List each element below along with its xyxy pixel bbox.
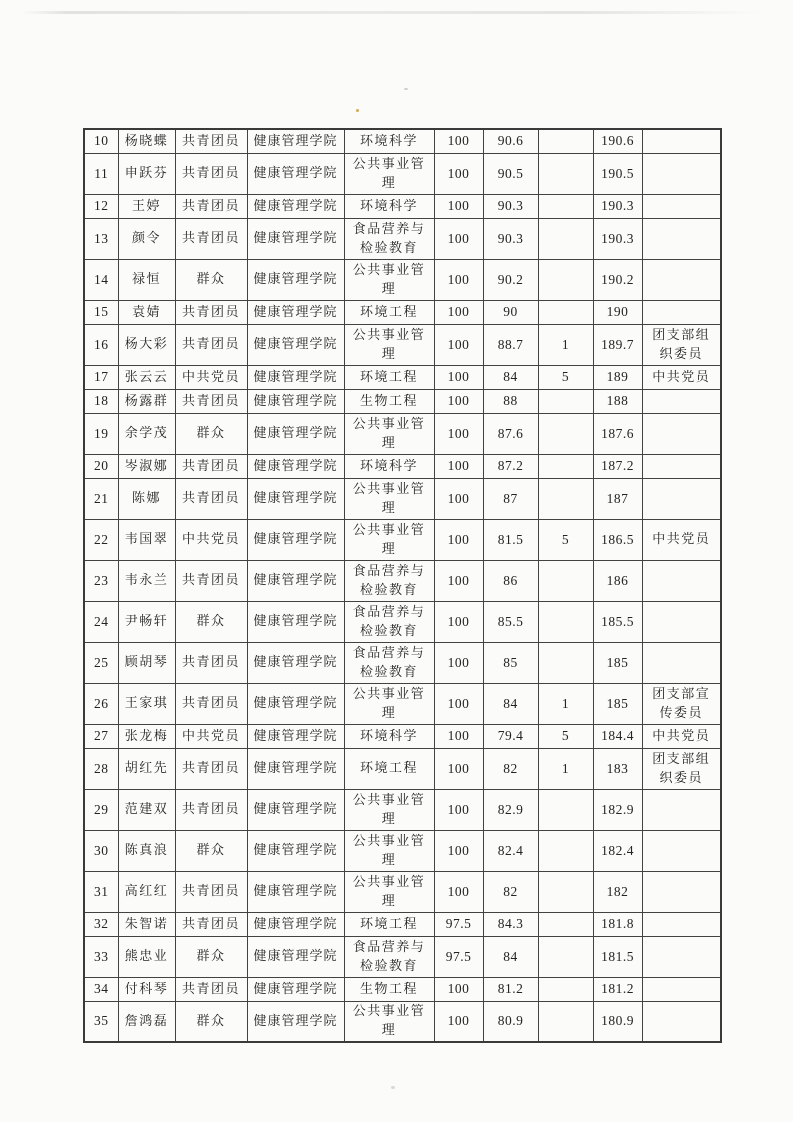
cell-name: 袁婧 xyxy=(118,300,175,324)
table-row xyxy=(84,413,721,454)
cell-political: 共青团员 xyxy=(175,194,247,218)
cell-total: 186 xyxy=(593,560,642,601)
table-row xyxy=(84,748,721,789)
cell-remark xyxy=(642,478,721,519)
cell-political: 共青团员 xyxy=(175,977,247,1001)
table-row xyxy=(84,478,721,519)
cell-total: 185 xyxy=(593,683,642,724)
cell-score2: 88.7 xyxy=(483,324,538,365)
scan-speck-orange xyxy=(356,109,359,112)
cell-political: 共青团员 xyxy=(175,324,247,365)
cell-no: 34 xyxy=(84,977,118,1001)
cell-score1: 100 xyxy=(434,454,483,478)
cell-political: 中共党员 xyxy=(175,365,247,389)
cell-college: 健康管理学院 xyxy=(247,912,344,936)
cell-total: 189 xyxy=(593,365,642,389)
table-row xyxy=(84,560,721,601)
table-row xyxy=(84,194,721,218)
cell-score1: 100 xyxy=(434,365,483,389)
cell-bonus xyxy=(538,129,593,153)
cell-no: 27 xyxy=(84,724,118,748)
cell-political: 共青团员 xyxy=(175,560,247,601)
cell-no: 12 xyxy=(84,194,118,218)
cell-no: 21 xyxy=(84,478,118,519)
cell-remark xyxy=(642,153,721,194)
cell-remark xyxy=(642,413,721,454)
cell-major: 公共事业管理 xyxy=(344,153,434,194)
cell-college: 健康管理学院 xyxy=(247,259,344,300)
cell-name: 余学茂 xyxy=(118,413,175,454)
cell-bonus: 5 xyxy=(538,365,593,389)
cell-no: 10 xyxy=(84,129,118,153)
cell-total: 190.5 xyxy=(593,153,642,194)
cell-bonus xyxy=(538,218,593,259)
cell-remark xyxy=(642,977,721,1001)
cell-score1: 97.5 xyxy=(434,936,483,977)
cell-bonus xyxy=(538,454,593,478)
cell-total: 189.7 xyxy=(593,324,642,365)
cell-name: 胡红先 xyxy=(118,748,175,789)
table-row xyxy=(84,129,721,153)
cell-major: 环境科学 xyxy=(344,454,434,478)
cell-score2: 84 xyxy=(483,365,538,389)
cell-total: 190.2 xyxy=(593,259,642,300)
table-row xyxy=(84,365,721,389)
score-table-body xyxy=(84,129,721,1042)
cell-name: 韦国翠 xyxy=(118,519,175,560)
cell-remark xyxy=(642,871,721,912)
cell-college: 健康管理学院 xyxy=(247,642,344,683)
cell-no: 11 xyxy=(84,153,118,194)
cell-major: 食品营养与检验教育 xyxy=(344,218,434,259)
cell-score2: 90.3 xyxy=(483,218,538,259)
cell-remark: 中共党员 xyxy=(642,365,721,389)
cell-bonus xyxy=(538,1001,593,1042)
cell-remark: 中共党员 xyxy=(642,724,721,748)
cell-no: 23 xyxy=(84,560,118,601)
cell-remark xyxy=(642,300,721,324)
cell-college: 健康管理学院 xyxy=(247,519,344,560)
cell-score2: 86 xyxy=(483,560,538,601)
table-row xyxy=(84,724,721,748)
cell-college: 健康管理学院 xyxy=(247,153,344,194)
cell-major: 环境科学 xyxy=(344,194,434,218)
cell-score1: 100 xyxy=(434,389,483,413)
cell-remark: 团支部宣传委员 xyxy=(642,683,721,724)
cell-major: 公共事业管理 xyxy=(344,789,434,830)
cell-political: 共青团员 xyxy=(175,389,247,413)
table-row xyxy=(84,912,721,936)
cell-major: 公共事业管理 xyxy=(344,830,434,871)
table-row xyxy=(84,259,721,300)
table-row xyxy=(84,300,721,324)
cell-political: 共青团员 xyxy=(175,454,247,478)
cell-major: 环境科学 xyxy=(344,724,434,748)
cell-bonus xyxy=(538,194,593,218)
table-row xyxy=(84,519,721,560)
cell-major: 生物工程 xyxy=(344,389,434,413)
cell-major: 环境工程 xyxy=(344,300,434,324)
cell-score1: 100 xyxy=(434,324,483,365)
table-row xyxy=(84,601,721,642)
table-row xyxy=(84,830,721,871)
cell-major: 公共事业管理 xyxy=(344,259,434,300)
cell-name: 颜令 xyxy=(118,218,175,259)
cell-name: 熊忠业 xyxy=(118,936,175,977)
cell-score1: 100 xyxy=(434,601,483,642)
cell-bonus xyxy=(538,936,593,977)
table-row xyxy=(84,683,721,724)
cell-remark: 团支部组织委员 xyxy=(642,748,721,789)
cell-political: 共青团员 xyxy=(175,912,247,936)
cell-bonus xyxy=(538,977,593,1001)
cell-college: 健康管理学院 xyxy=(247,218,344,259)
cell-score2: 90.6 xyxy=(483,129,538,153)
cell-bonus xyxy=(538,601,593,642)
cell-remark: 中共党员 xyxy=(642,519,721,560)
scan-speck-gray xyxy=(391,1086,395,1089)
cell-no: 31 xyxy=(84,871,118,912)
cell-major: 生物工程 xyxy=(344,977,434,1001)
cell-score1: 100 xyxy=(434,560,483,601)
cell-no: 26 xyxy=(84,683,118,724)
cell-college: 健康管理学院 xyxy=(247,129,344,153)
table-row xyxy=(84,454,721,478)
table-row xyxy=(84,218,721,259)
cell-total: 180.9 xyxy=(593,1001,642,1042)
cell-bonus xyxy=(538,830,593,871)
cell-college: 健康管理学院 xyxy=(247,560,344,601)
cell-college: 健康管理学院 xyxy=(247,830,344,871)
table-row xyxy=(84,871,721,912)
cell-total: 187.2 xyxy=(593,454,642,478)
scan-speck-gray xyxy=(404,88,408,90)
cell-score1: 100 xyxy=(434,789,483,830)
cell-college: 健康管理学院 xyxy=(247,871,344,912)
table-row xyxy=(84,789,721,830)
cell-major: 食品营养与检验教育 xyxy=(344,936,434,977)
cell-political: 共青团员 xyxy=(175,218,247,259)
cell-major: 公共事业管理 xyxy=(344,1001,434,1042)
cell-no: 30 xyxy=(84,830,118,871)
cell-no: 25 xyxy=(84,642,118,683)
cell-score2: 90.2 xyxy=(483,259,538,300)
cell-political: 共青团员 xyxy=(175,871,247,912)
cell-score1: 97.5 xyxy=(434,912,483,936)
cell-total: 182 xyxy=(593,871,642,912)
cell-score1: 100 xyxy=(434,413,483,454)
cell-name: 顾胡琴 xyxy=(118,642,175,683)
cell-college: 健康管理学院 xyxy=(247,324,344,365)
cell-total: 187.6 xyxy=(593,413,642,454)
cell-no: 29 xyxy=(84,789,118,830)
cell-bonus xyxy=(538,478,593,519)
cell-score2: 87 xyxy=(483,478,538,519)
cell-bonus xyxy=(538,413,593,454)
student-score-table xyxy=(83,128,722,1043)
cell-score1: 100 xyxy=(434,642,483,683)
cell-total: 186.5 xyxy=(593,519,642,560)
cell-score1: 100 xyxy=(434,977,483,1001)
cell-total: 185 xyxy=(593,642,642,683)
table-row xyxy=(84,389,721,413)
cell-score2: 84 xyxy=(483,936,538,977)
cell-bonus xyxy=(538,153,593,194)
cell-political: 共青团员 xyxy=(175,789,247,830)
cell-bonus: 1 xyxy=(538,324,593,365)
cell-name: 王家琪 xyxy=(118,683,175,724)
cell-remark xyxy=(642,936,721,977)
cell-score2: 85.5 xyxy=(483,601,538,642)
cell-name: 詹鸿磊 xyxy=(118,1001,175,1042)
cell-remark xyxy=(642,560,721,601)
cell-political: 共青团员 xyxy=(175,748,247,789)
cell-bonus: 5 xyxy=(538,519,593,560)
cell-major: 公共事业管理 xyxy=(344,478,434,519)
cell-name: 申跃芬 xyxy=(118,153,175,194)
cell-political: 共青团员 xyxy=(175,153,247,194)
cell-college: 健康管理学院 xyxy=(247,194,344,218)
cell-name: 陈娜 xyxy=(118,478,175,519)
cell-college: 健康管理学院 xyxy=(247,683,344,724)
cell-total: 190.3 xyxy=(593,218,642,259)
cell-no: 20 xyxy=(84,454,118,478)
cell-total: 181.5 xyxy=(593,936,642,977)
cell-political: 共青团员 xyxy=(175,129,247,153)
table-row xyxy=(84,1001,721,1042)
cell-political: 共青团员 xyxy=(175,300,247,324)
cell-name: 张云云 xyxy=(118,365,175,389)
cell-remark xyxy=(642,601,721,642)
cell-score2: 82.9 xyxy=(483,789,538,830)
cell-college: 健康管理学院 xyxy=(247,413,344,454)
cell-score1: 100 xyxy=(434,748,483,789)
cell-remark xyxy=(642,1001,721,1042)
cell-name: 付科琴 xyxy=(118,977,175,1001)
cell-name: 陈真浪 xyxy=(118,830,175,871)
cell-remark xyxy=(642,454,721,478)
cell-total: 190.3 xyxy=(593,194,642,218)
cell-college: 健康管理学院 xyxy=(247,977,344,1001)
cell-score1: 100 xyxy=(434,724,483,748)
cell-no: 15 xyxy=(84,300,118,324)
cell-political: 群众 xyxy=(175,830,247,871)
cell-score2: 80.9 xyxy=(483,1001,538,1042)
cell-major: 环境工程 xyxy=(344,912,434,936)
cell-remark xyxy=(642,830,721,871)
cell-name: 禄恒 xyxy=(118,259,175,300)
cell-bonus xyxy=(538,259,593,300)
cell-bonus xyxy=(538,300,593,324)
cell-college: 健康管理学院 xyxy=(247,936,344,977)
cell-political: 群众 xyxy=(175,601,247,642)
cell-major: 环境科学 xyxy=(344,129,434,153)
cell-no: 13 xyxy=(84,218,118,259)
cell-major: 环境工程 xyxy=(344,365,434,389)
cell-college: 健康管理学院 xyxy=(247,454,344,478)
cell-no: 28 xyxy=(84,748,118,789)
cell-score1: 100 xyxy=(434,683,483,724)
cell-college: 健康管理学院 xyxy=(247,300,344,324)
cell-name: 韦永兰 xyxy=(118,560,175,601)
cell-political: 群众 xyxy=(175,1001,247,1042)
cell-major: 食品营养与检验教育 xyxy=(344,601,434,642)
cell-total: 190 xyxy=(593,300,642,324)
cell-total: 182.4 xyxy=(593,830,642,871)
cell-no: 18 xyxy=(84,389,118,413)
cell-total: 183 xyxy=(593,748,642,789)
cell-no: 19 xyxy=(84,413,118,454)
cell-score2: 82.4 xyxy=(483,830,538,871)
cell-name: 王婷 xyxy=(118,194,175,218)
cell-name: 高红红 xyxy=(118,871,175,912)
cell-score1: 100 xyxy=(434,300,483,324)
cell-remark xyxy=(642,912,721,936)
cell-score2: 90.3 xyxy=(483,194,538,218)
cell-total: 181.2 xyxy=(593,977,642,1001)
cell-total: 190.6 xyxy=(593,129,642,153)
cell-total: 181.8 xyxy=(593,912,642,936)
cell-major: 公共事业管理 xyxy=(344,324,434,365)
cell-score2: 87.2 xyxy=(483,454,538,478)
table-row xyxy=(84,324,721,365)
cell-major: 公共事业管理 xyxy=(344,519,434,560)
cell-score2: 84.3 xyxy=(483,912,538,936)
cell-no: 16 xyxy=(84,324,118,365)
cell-bonus: 1 xyxy=(538,683,593,724)
cell-total: 182.9 xyxy=(593,789,642,830)
cell-bonus: 1 xyxy=(538,748,593,789)
cell-remark xyxy=(642,194,721,218)
cell-no: 14 xyxy=(84,259,118,300)
cell-college: 健康管理学院 xyxy=(247,748,344,789)
cell-score1: 100 xyxy=(434,871,483,912)
cell-score2: 90 xyxy=(483,300,538,324)
cell-college: 健康管理学院 xyxy=(247,789,344,830)
cell-bonus: 5 xyxy=(538,724,593,748)
cell-major: 公共事业管理 xyxy=(344,413,434,454)
cell-score1: 100 xyxy=(434,129,483,153)
cell-score1: 100 xyxy=(434,830,483,871)
cell-college: 健康管理学院 xyxy=(247,601,344,642)
cell-major: 食品营养与检验教育 xyxy=(344,560,434,601)
table-row xyxy=(84,977,721,1001)
cell-college: 健康管理学院 xyxy=(247,1001,344,1042)
scan-streak-artifact xyxy=(22,11,762,14)
cell-college: 健康管理学院 xyxy=(247,724,344,748)
cell-bonus xyxy=(538,389,593,413)
cell-score1: 100 xyxy=(434,194,483,218)
cell-political: 共青团员 xyxy=(175,683,247,724)
cell-score2: 90.5 xyxy=(483,153,538,194)
cell-no: 32 xyxy=(84,912,118,936)
cell-college: 健康管理学院 xyxy=(247,389,344,413)
cell-score2: 81.5 xyxy=(483,519,538,560)
cell-no: 35 xyxy=(84,1001,118,1042)
cell-bonus xyxy=(538,871,593,912)
cell-score2: 82 xyxy=(483,871,538,912)
cell-college: 健康管理学院 xyxy=(247,365,344,389)
cell-score2: 81.2 xyxy=(483,977,538,1001)
cell-name: 范建双 xyxy=(118,789,175,830)
cell-name: 张龙梅 xyxy=(118,724,175,748)
table-row xyxy=(84,642,721,683)
cell-score2: 79.4 xyxy=(483,724,538,748)
cell-political: 中共党员 xyxy=(175,519,247,560)
cell-political: 共青团员 xyxy=(175,642,247,683)
cell-bonus xyxy=(538,642,593,683)
cell-remark: 团支部组织委员 xyxy=(642,324,721,365)
cell-political: 共青团员 xyxy=(175,478,247,519)
cell-college: 健康管理学院 xyxy=(247,478,344,519)
cell-major: 食品营养与检验教育 xyxy=(344,642,434,683)
table-row xyxy=(84,153,721,194)
cell-score1: 100 xyxy=(434,259,483,300)
cell-bonus xyxy=(538,912,593,936)
cell-score2: 84 xyxy=(483,683,538,724)
cell-remark xyxy=(642,642,721,683)
cell-name: 杨露群 xyxy=(118,389,175,413)
cell-bonus xyxy=(538,560,593,601)
cell-remark xyxy=(642,789,721,830)
cell-score2: 88 xyxy=(483,389,538,413)
cell-political: 群众 xyxy=(175,936,247,977)
cell-name: 杨大彩 xyxy=(118,324,175,365)
cell-score2: 87.6 xyxy=(483,413,538,454)
cell-remark xyxy=(642,218,721,259)
cell-remark xyxy=(642,259,721,300)
cell-remark xyxy=(642,389,721,413)
cell-no: 22 xyxy=(84,519,118,560)
cell-total: 187 xyxy=(593,478,642,519)
cell-political: 中共党员 xyxy=(175,724,247,748)
cell-total: 185.5 xyxy=(593,601,642,642)
cell-major: 公共事业管理 xyxy=(344,871,434,912)
cell-score1: 100 xyxy=(434,153,483,194)
cell-remark xyxy=(642,129,721,153)
cell-score2: 85 xyxy=(483,642,538,683)
cell-major: 环境工程 xyxy=(344,748,434,789)
cell-name: 岑淑娜 xyxy=(118,454,175,478)
cell-name: 尹畅轩 xyxy=(118,601,175,642)
cell-score1: 100 xyxy=(434,478,483,519)
cell-political: 群众 xyxy=(175,259,247,300)
cell-bonus xyxy=(538,789,593,830)
table-row xyxy=(84,936,721,977)
cell-no: 33 xyxy=(84,936,118,977)
cell-score1: 100 xyxy=(434,218,483,259)
cell-score2: 82 xyxy=(483,748,538,789)
cell-political: 群众 xyxy=(175,413,247,454)
cell-major: 公共事业管理 xyxy=(344,683,434,724)
cell-no: 17 xyxy=(84,365,118,389)
cell-name: 杨晓蝶 xyxy=(118,129,175,153)
cell-total: 188 xyxy=(593,389,642,413)
cell-score1: 100 xyxy=(434,1001,483,1042)
cell-score1: 100 xyxy=(434,519,483,560)
cell-name: 朱智诺 xyxy=(118,912,175,936)
cell-total: 184.4 xyxy=(593,724,642,748)
cell-no: 24 xyxy=(84,601,118,642)
